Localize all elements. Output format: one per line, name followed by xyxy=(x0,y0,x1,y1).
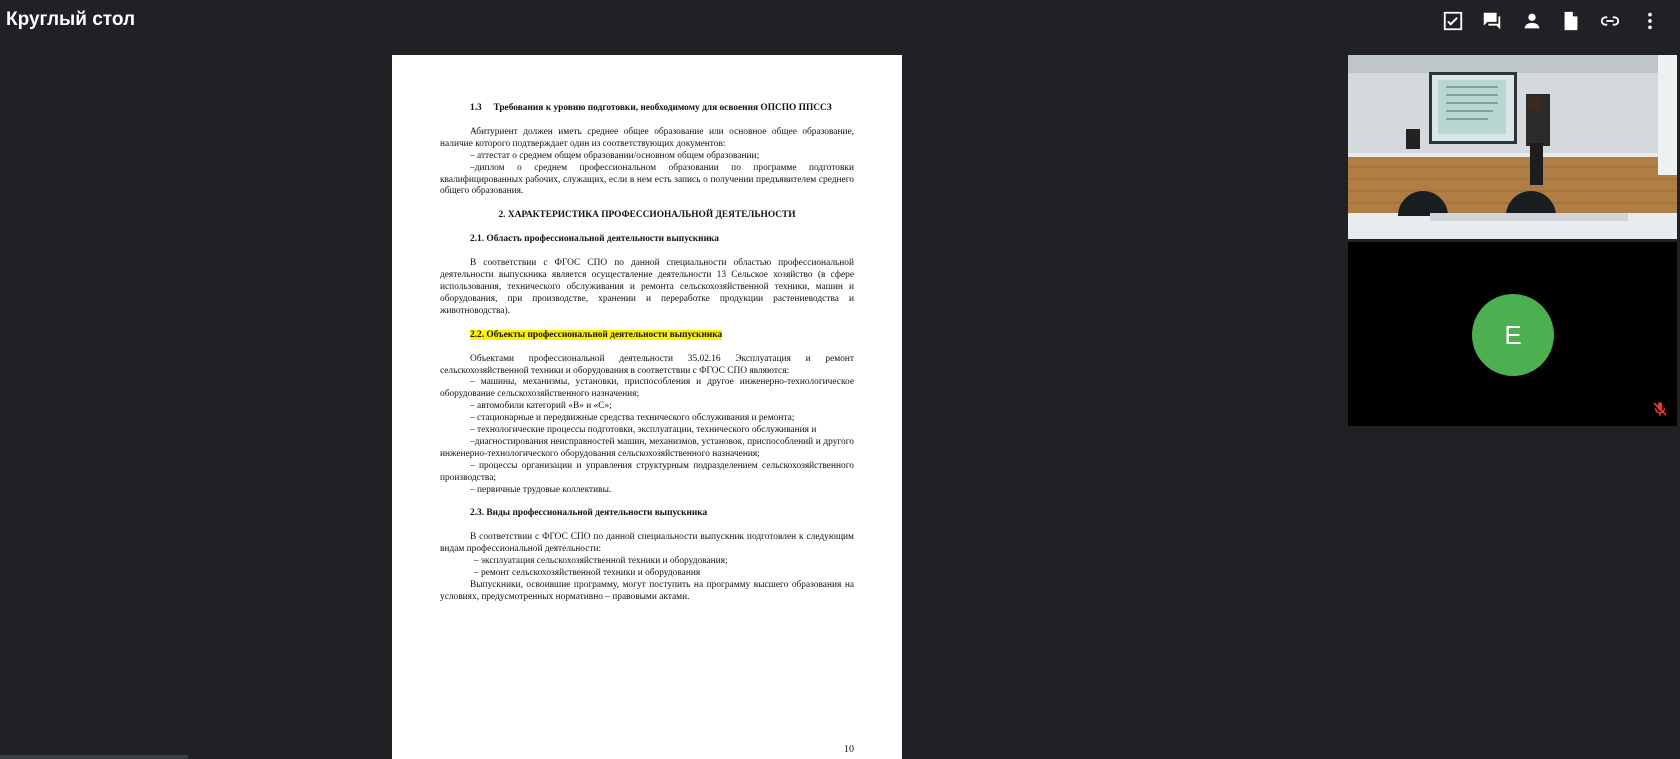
participant-audio-tile[interactable] xyxy=(1348,242,1677,426)
list-item: – аттестат о среднем общем образовании/основном общем образовании; xyxy=(470,150,760,161)
mic-off-icon xyxy=(1651,400,1669,418)
paragraph: В соответствии с ФГОС СПО по данной специальности выпускник подготовлен к следующим видам профессиональной деятельности: xyxy=(440,532,854,555)
list-item: – первичные трудовые коллективы. xyxy=(470,484,612,495)
video-frame xyxy=(1348,55,1677,239)
tasks-button[interactable] xyxy=(1440,8,1466,34)
chat-button[interactable] xyxy=(1479,8,1505,34)
heading-2-3: 2.3. Виды профессиональной деятельности выпускника xyxy=(470,508,708,519)
people-icon xyxy=(1521,10,1543,32)
paragraph: Абитуриент должен иметь среднее общее образование или основное общее образование, наличие которого подтверждает один из соответствующих документов: xyxy=(440,126,854,149)
heading-2-2 xyxy=(440,330,854,342)
paragraph: Выпускники, освоившие программу, могут поступить на программу высшего образования на условиях, предусмотренных нормативно – правовыми актами. xyxy=(440,580,854,602)
list-item: – технологические процессы подготовки, эксплуатации, технического обслуживания и xyxy=(470,425,817,436)
document-icon xyxy=(1560,10,1582,32)
list-item: –диагностирования неисправностей машин, механизмов, установок, приспособлений и другого инженерно-технологического оборудования сельскохозяйственного назначения; xyxy=(440,436,854,459)
list-item: – эксплуатация сельскохозяйственной техники и оборудования; xyxy=(474,556,728,567)
avatar: E xyxy=(1472,294,1554,376)
heading-2: 2. ХАРАКТЕРИСТИКА ПРОФЕССИОНАЛЬНОЙ ДЕЯТЕЛЬНОСТИ xyxy=(498,210,796,221)
people-button[interactable] xyxy=(1519,8,1545,34)
heading-1-3 xyxy=(440,103,854,115)
link-icon xyxy=(1599,10,1621,32)
meeting-title: Круглый стол xyxy=(6,9,136,30)
bottom-progress-strip xyxy=(0,755,188,759)
list-item: – ремонт сельскохозяйственной техники и оборудования xyxy=(474,568,701,579)
document-body xyxy=(440,103,854,604)
paragraph: Объектами профессиональной деятельности 35.02.16 Эксплуатация и ремонт сельскохозяйственной техники и оборудования в соответствии с ФГОС СПО являются: xyxy=(440,353,854,376)
page-number: 10 xyxy=(844,744,854,755)
heading-1-3-text: Требования к уровню подготовки, необходимому для освоения ОПСПО ППССЗ xyxy=(493,103,832,113)
shared-document xyxy=(392,55,902,759)
top-bar xyxy=(0,0,1680,44)
document-button[interactable] xyxy=(1558,8,1584,34)
paragraph: В соответствии с ФГОС СПО по данной специальности областью профессиональной деятельности выпускника является осуществление деятельности 13 Сельское хозяйство (в сфере использования, технического обслуживания и ремонта сельскохозяйственной техники, машин и оборудования, при производстве, хранении и переработке продукции растениеводства и животноводства). xyxy=(440,258,854,316)
more-button[interactable] xyxy=(1637,8,1663,34)
list-item: – автомобили категорий «В» и «С»; xyxy=(470,401,612,412)
list-item: – процессы организации и управления структурным подразделением сельскохозяйственного производства; xyxy=(440,460,854,483)
participant-video-tile[interactable] xyxy=(1348,55,1677,239)
highlighted-heading: 2.2. Объекты профессиональной деятельности выпускника xyxy=(470,329,723,340)
heading-1-3-number: 1.3 xyxy=(470,103,482,113)
more-vert-icon xyxy=(1639,10,1661,32)
link-button[interactable] xyxy=(1597,8,1623,34)
heading-2-1: 2.1. Область профессиональной деятельности выпускника xyxy=(470,234,719,245)
list-item: – машины, механизмы, установки, приспособления и другое инженерно-технологическое оборудование сельскохозяйственного назначения; xyxy=(440,377,854,400)
list-item: – стационарные и передвижные средства технического обслуживания и ремонта; xyxy=(470,413,795,424)
chat-icon xyxy=(1481,10,1503,32)
tasks-icon xyxy=(1442,10,1464,32)
list-item: –диплом о среднем профессиональном образовании по программе подготовки квалифицированных рабочих, служащих, если в нем есть запись о получении предъявителем среднего общего образования. xyxy=(440,162,854,197)
